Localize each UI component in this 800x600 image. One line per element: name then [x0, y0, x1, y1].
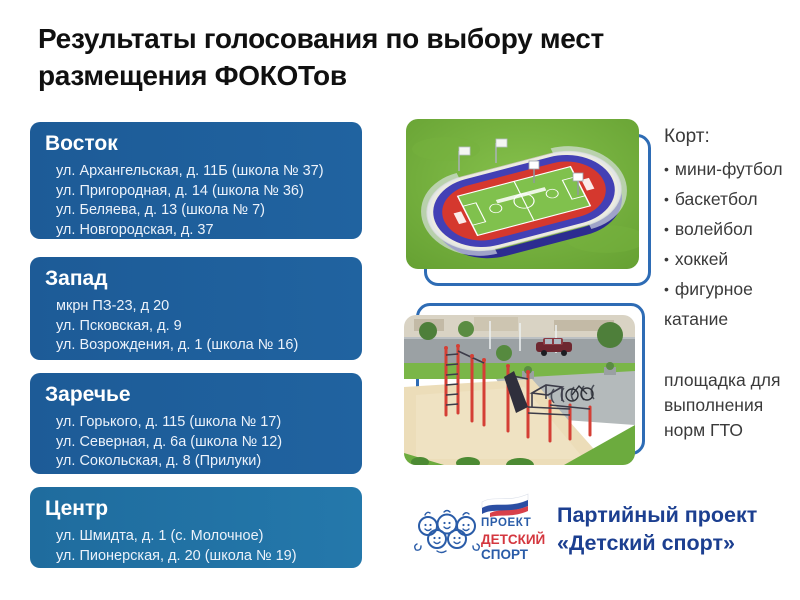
address-line: ул. Сокольская, д. 8 (Прилуки) [56, 453, 262, 469]
logo-project-label: ПРОЕКТ [481, 517, 532, 529]
flag-swoosh-icon [480, 492, 530, 518]
address-line: ул. Новгородская, д. 37 [56, 221, 214, 238]
court-caption-heading: Корт: [664, 126, 710, 147]
address-line: ул. Пионерская, д. 20 (школа № 19) [56, 547, 297, 564]
court-feature-item [664, 215, 788, 245]
sports-court-illustration [406, 119, 639, 269]
workout-ground-render [404, 315, 635, 465]
russian-flag-icon [480, 492, 530, 518]
district-name: Центр [45, 497, 109, 520]
address-line: ул. Беляева, д. 13 (школа № 7) [56, 202, 266, 218]
court-feature-item [664, 275, 788, 334]
district-block-zarechye [30, 373, 362, 474]
page-title [38, 20, 738, 94]
court-feature-item [664, 245, 788, 275]
partner-project-text [557, 501, 757, 557]
district-block-zapad [30, 257, 362, 360]
district-name: Запад [45, 267, 108, 290]
court-feature-list [664, 155, 788, 334]
court-feature-label: мини-футбол [674, 159, 783, 179]
address-line: ул. Горького, д. 115 (школа № 17) [56, 414, 282, 430]
logo-sport-label: СПОРТ [481, 547, 529, 562]
address-line: ул. Шмидта, д. 1 (с. Молочное) [56, 528, 264, 544]
district-name: Заречье [45, 383, 131, 406]
bullet-icon: • [664, 221, 669, 237]
address-line: ул. Возрождения, д. 1 (школа № 16) [56, 337, 299, 353]
court-feature-item [664, 155, 788, 185]
address-line: ул. Псковская, д. 9 [56, 317, 182, 334]
address-line: ул. Архангельская, д. 11Б (школа № 37) [56, 163, 324, 179]
address-line: ул. Пригородная, д. 14 (школа № 36) [56, 182, 304, 199]
court-feature-label: хоккей [674, 249, 729, 269]
bullet-icon: • [664, 281, 669, 297]
district-block-centr [30, 487, 362, 568]
partner-project-line2: «Детский спорт» [557, 531, 735, 555]
gto-caption: площадка для выполнения норм ГТО [664, 370, 781, 440]
district-name: Восток [45, 132, 118, 155]
bullet-icon: • [664, 161, 669, 177]
bullet-icon: • [664, 251, 669, 267]
district-block-vostok [30, 122, 362, 239]
workout-ground-illustration [404, 315, 635, 465]
court-feature-label: фигурное катание [664, 279, 753, 329]
court-feature-label: баскетбол [674, 189, 758, 209]
logo-detskiy-label: ДЕТСКИЙ [481, 531, 546, 547]
logo-wordmark [481, 518, 545, 562]
page-title-line2: размещения ФОКОТов [38, 60, 347, 91]
page-title-line1: Результаты голосования по выбору мест [38, 23, 604, 54]
court-feature-label: волейбол [674, 219, 753, 239]
sports-court-render [406, 119, 639, 269]
bullet-icon: • [664, 191, 669, 207]
court-feature-item [664, 185, 788, 215]
address-line: ул. Северная, д. 6а (школа № 12) [56, 433, 283, 450]
address-line: мкрн ПЗ-23, д 20 [56, 298, 170, 314]
children-faces-icon [413, 506, 481, 556]
children-faces-logo [413, 506, 481, 556]
partner-project-line1: Партийный проект [557, 503, 758, 527]
